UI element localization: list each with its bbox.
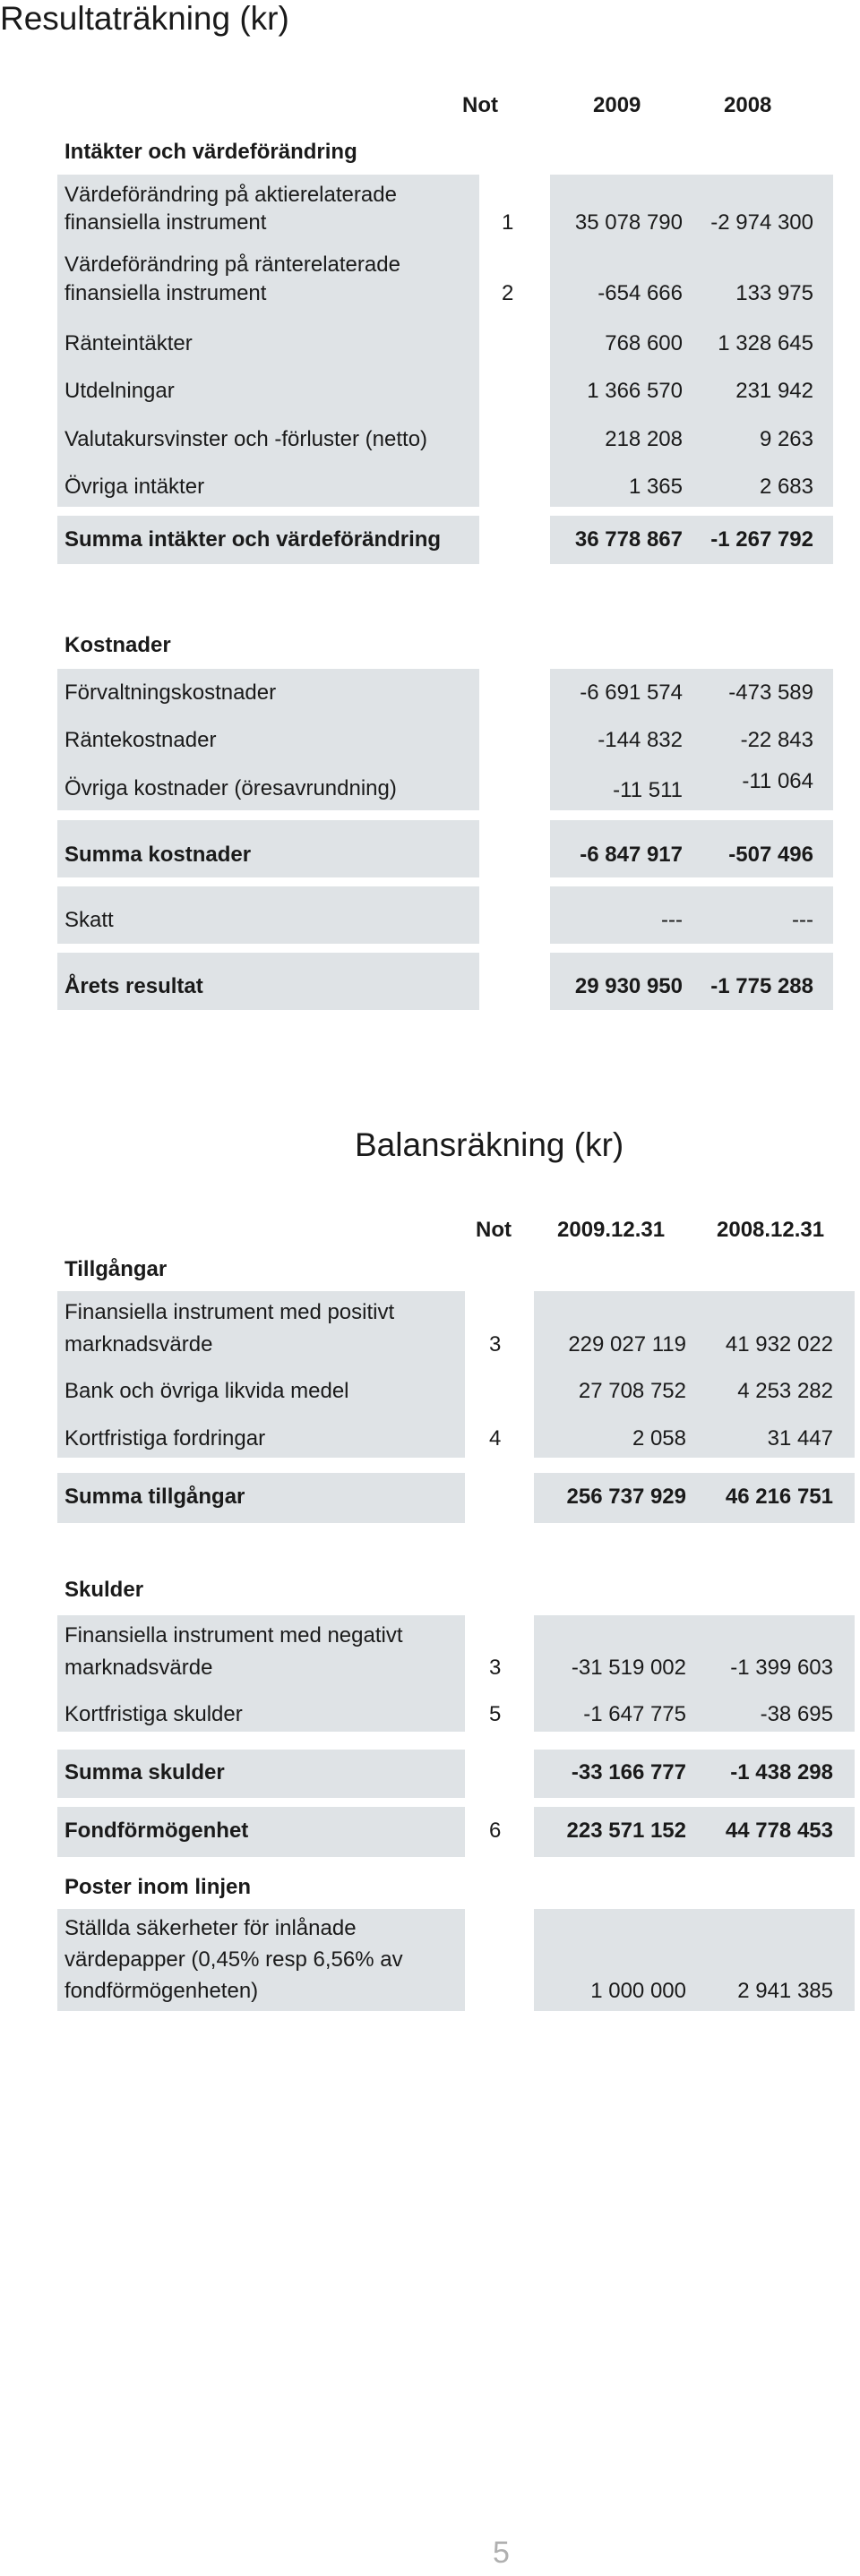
income-col-2009: 2009 bbox=[593, 93, 641, 117]
balance-col-2009: 2009.12.31 bbox=[557, 1218, 666, 1242]
row-value-2008: -1 399 603 bbox=[730, 1656, 833, 1680]
row-value-2009: -144 832 bbox=[598, 728, 683, 752]
row-label-line1: Värdeförändring på aktierelaterade bbox=[64, 183, 397, 207]
row-note: 4 bbox=[489, 1426, 502, 1451]
income-section-costs: Kostnader bbox=[64, 633, 171, 657]
row-value-2009: 1 366 570 bbox=[587, 379, 683, 403]
income-col-not: Not bbox=[462, 93, 498, 117]
row-label: Kortfristiga skulder bbox=[64, 1702, 243, 1726]
row-value-2008: -473 589 bbox=[728, 680, 813, 705]
row-value-2008: 4 253 282 bbox=[737, 1379, 833, 1403]
row-value-2009: -1 647 775 bbox=[583, 1702, 686, 1726]
row-note: 5 bbox=[489, 1702, 502, 1726]
row-label-line1: Finansiella instrument med negativt bbox=[64, 1623, 403, 1647]
row-value-2009: 218 208 bbox=[605, 427, 683, 451]
income-col-2008: 2008 bbox=[724, 93, 772, 117]
row-value-2008: 1 328 645 bbox=[718, 331, 813, 355]
page-number: 5 bbox=[493, 2536, 510, 2570]
row-label: Övriga kostnader (öresavrundning) bbox=[64, 776, 397, 800]
row-value-2009: 1 000 000 bbox=[590, 1979, 686, 2003]
row-note: 3 bbox=[489, 1656, 502, 1680]
row-label-line2: marknadsvärde bbox=[64, 1332, 213, 1356]
income-tax-label-bg bbox=[57, 886, 479, 944]
row-label-line2: finansiella instrument bbox=[64, 281, 267, 305]
row-label: Räntekostnader bbox=[64, 728, 217, 752]
row-label-line2: finansiella instrument bbox=[64, 210, 267, 235]
row-label-line2: marknadsvärde bbox=[64, 1656, 213, 1680]
row-note: 1 bbox=[502, 210, 514, 235]
row-value-2008: 41 932 022 bbox=[725, 1332, 833, 1356]
row-value-2008: -22 843 bbox=[740, 728, 813, 752]
row-label: Övriga intäkter bbox=[64, 475, 205, 499]
row-value-2009: 35 078 790 bbox=[574, 210, 683, 235]
row-label: Skatt bbox=[64, 908, 114, 932]
row-label-line1: Finansiella instrument med positivt bbox=[64, 1300, 395, 1324]
row-value-2009: 36 778 867 bbox=[574, 527, 683, 552]
row-value-2008: 46 216 751 bbox=[725, 1485, 833, 1509]
balance-sheet-title: Balansräkning (kr) bbox=[355, 1126, 624, 1163]
row-value-2009: -654 666 bbox=[598, 281, 683, 305]
row-value-2009: -11 511 bbox=[613, 778, 683, 802]
row-value-2009: -31 519 002 bbox=[571, 1656, 686, 1680]
row-value-2008: -1 775 288 bbox=[710, 974, 813, 998]
row-value-2008: 231 942 bbox=[735, 379, 813, 403]
row-label: Årets resultat bbox=[64, 974, 203, 998]
row-value-2008: 31 447 bbox=[767, 1426, 833, 1451]
row-value-2009: --- bbox=[661, 908, 683, 932]
income-statement-title: Resultaträkning (kr) bbox=[0, 0, 289, 37]
row-value-2008: 2 941 385 bbox=[737, 1979, 833, 2003]
row-value-2009: 768 600 bbox=[605, 331, 683, 355]
row-value-2008: 9 263 bbox=[759, 427, 813, 451]
row-value-2009: 2 058 bbox=[632, 1426, 686, 1451]
balance-section-liabilities: Skulder bbox=[64, 1578, 144, 1602]
row-value-2009: -6 847 917 bbox=[580, 843, 683, 867]
row-value-2009: 256 737 929 bbox=[566, 1485, 686, 1509]
row-label: Kortfristiga fordringar bbox=[64, 1426, 266, 1451]
row-label: Bank och övriga likvida medel bbox=[64, 1379, 349, 1403]
row-label: Summa skulder bbox=[64, 1760, 225, 1784]
row-label: Ränteintäkter bbox=[64, 331, 193, 355]
row-value-2008: -11 064 bbox=[742, 769, 813, 793]
row-value-2008: -1 267 792 bbox=[710, 527, 813, 552]
balance-col-2008: 2008.12.31 bbox=[717, 1218, 825, 1242]
row-label: Summa intäkter och värdeförändring bbox=[64, 527, 442, 552]
row-value-2009: -6 691 574 bbox=[580, 680, 683, 705]
row-label-line1: Värdeförändring på ränterelaterade bbox=[64, 252, 400, 277]
row-value-2009: 229 027 119 bbox=[568, 1332, 686, 1356]
income-tax-value-bg bbox=[550, 886, 833, 944]
balance-section-off-balance: Poster inom linjen bbox=[64, 1875, 252, 1899]
row-label: Utdelningar bbox=[64, 379, 175, 403]
row-value-2009: 223 571 152 bbox=[566, 1819, 686, 1843]
row-value-2008: --- bbox=[792, 908, 813, 932]
row-value-2009: 29 930 950 bbox=[574, 974, 683, 998]
row-note: 3 bbox=[489, 1332, 502, 1356]
balance-section-assets: Tillgångar bbox=[64, 1257, 168, 1281]
row-value-2008: -38 695 bbox=[760, 1702, 833, 1726]
income-section-revenue: Intäkter och värdeförändring bbox=[64, 140, 357, 164]
row-label: Fondförmögenhet bbox=[64, 1819, 249, 1843]
row-note: 2 bbox=[502, 281, 514, 305]
row-label-line3: fondförmögenheten) bbox=[64, 1979, 259, 2003]
row-value-2009: 27 708 752 bbox=[578, 1379, 686, 1403]
row-value-2008: 44 778 453 bbox=[725, 1819, 833, 1843]
row-label-line2: värdepapper (0,45% resp 6,56% av bbox=[64, 1947, 403, 1972]
row-value-2008: -507 496 bbox=[728, 843, 813, 867]
row-value-2008: -1 438 298 bbox=[730, 1760, 833, 1784]
row-value-2008: 133 975 bbox=[735, 281, 813, 305]
row-value-2008: 2 683 bbox=[759, 475, 813, 499]
row-label: Summa kostnader bbox=[64, 843, 252, 867]
row-label-line1: Ställda säkerheter för inlånade bbox=[64, 1916, 357, 1940]
row-label: Valutakursvinster och -förluster (netto) bbox=[64, 427, 428, 451]
row-value-2009: -33 166 777 bbox=[571, 1760, 686, 1784]
row-value-2009: 1 365 bbox=[628, 475, 683, 499]
row-note: 6 bbox=[489, 1819, 502, 1843]
row-value-2008: -2 974 300 bbox=[710, 210, 813, 235]
balance-col-not: Not bbox=[476, 1218, 512, 1242]
row-label: Summa tillgångar bbox=[64, 1485, 245, 1509]
row-label: Förvaltningskostnader bbox=[64, 680, 277, 705]
